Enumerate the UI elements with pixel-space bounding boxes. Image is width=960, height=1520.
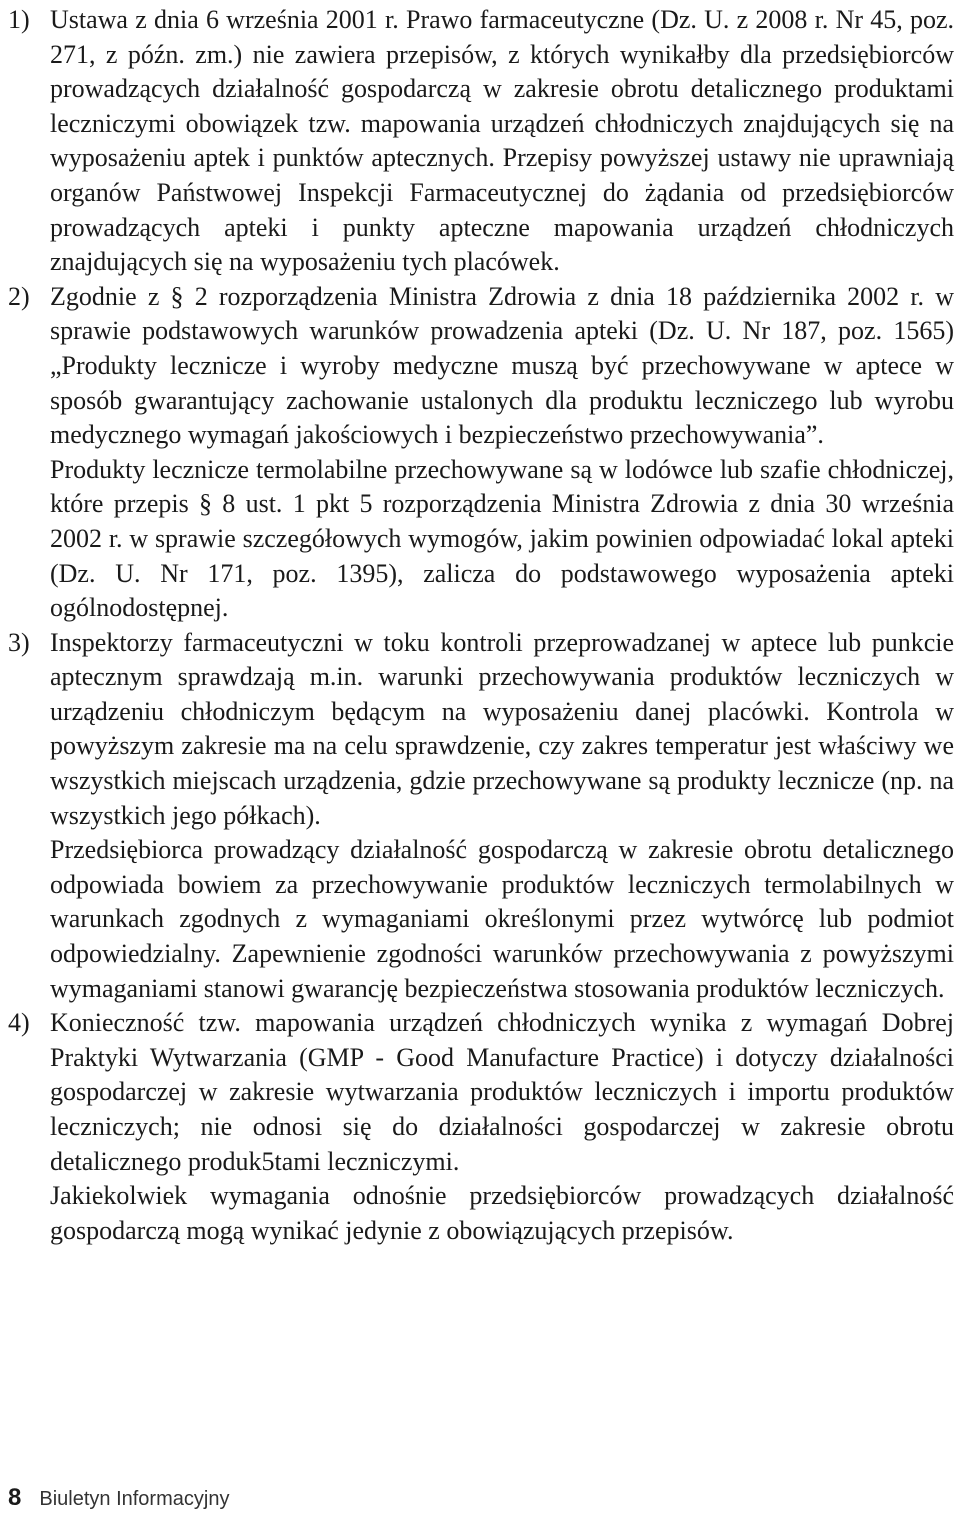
item-paragraph: Produkty lecznicze termolabilne przechowywane są w lodówce lub szafie chłodniczej, które przepis § 8 ust. 1 pkt 5 rozporządzenia Ministra Zdrowia z dnia 30 września 2002 r. w sprawie szczegółowych wymogów, jakim powinien odpowiadać lokal apteki (Dz. U. Nr 171, poz. 1395), zalicza do podstawowego wyposażenia apteki ogólnodostępnej. [50, 454, 954, 623]
page-footer [8, 1484, 229, 1512]
item-paragraph: Ustawa z dnia 6 września 2001 r. Prawo farmaceutyczne (Dz. U. z 2008 r. Nr 45, poz. 271, z późn. zm.) nie zawiera przepisów, z których wynikałby dla przedsiębiorców prowadzących działalność gospodarczą w zakresie obrotu detalicznego produktami leczniczymi obowiązek tzw. mapowania urządzeń chłodniczych znajdujących się na wyposażeniu aptek i punktów aptecznych. Przepisy powyższej ustawy nie uprawniają organów Państwowej Inspekcji Farmaceutycznej do żądania od przedsiębiorców prowadzących apteki i punkty apteczne mapowania urządzeń chłodniczych znajdujących się na wyposażeniu tych placówek. [50, 5, 954, 277]
item-number: 1) [8, 5, 30, 34]
list-item-3 [8, 626, 954, 1007]
item-paragraph: Inspektorzy farmaceutyczni w toku kontroli przeprowadzanej w aptece lub punkcie aptecznym sprawdzają m.in. warunki przechowywania produktów leczniczych w urządzeniu chłodniczym będącym na wyposażeniu danej placówki. Kontrola w powyższym zakresie ma na celu sprawdzenie, czy zakres temperatur jest właściwy we wszystkich miejscach urządzenia, gdzie przechowywane są produkty lecznicze (np. na wszystkich jego półkach). [50, 627, 954, 830]
list-item-1 [8, 3, 954, 280]
list-item-4 [8, 1006, 954, 1248]
numbered-list [8, 3, 954, 1248]
item-paragraph: Zgodnie z § 2 rozporządzenia Ministra Zdrowia z dnia 18 października 2002 r. w sprawie podstawowych warunków prowadzenia apteki (Dz. U. Nr 187, poz. 1565) „Produkty lecznicze i wyroby medyczne muszą być przechowywane w aptece w sposób gwarantujący zachowanie ustalonych dla produktu leczniczego lub wyrobu medycznego wymagań jakościowych i bezpieczeństwo przechowywania”. [50, 281, 954, 450]
publication-name: Biuletyn Informacyjny [39, 1488, 230, 1510]
item-paragraph: Przedsiębiorca prowadzący działalność gospodarczą w zakresie obrotu detalicznego odpowiada bowiem za przechowywanie produktów leczniczych termolabilnych w warunkach zgodnych z wymaganiami określonymi przez wytwórcę lub podmiot odpowiedzialny. Zapewnienie zgodności warunków przechowywania z powyższymi wymaganiami stanowi gwarancję bezpieczeństwa stosowania produktów leczniczych. [50, 835, 954, 1003]
list-item-2 [8, 280, 954, 626]
item-paragraph: Jakiekolwiek wymagania odnośnie przedsiębiorców prowadzących działalność gospodarczą mogą wynikać jedynie z obowiązujących przepisów. [50, 1181, 954, 1245]
item-number: 2) [8, 281, 30, 311]
item-number: 3) [8, 627, 30, 657]
page-number: 8 [8, 1484, 22, 1511]
item-paragraph: Konieczność tzw. mapowania urządzeń chłodniczych wynika z wymagań Dobrej Praktyki Wytwarzania (GMP - Good Manufacture Practice) i dotyczy działalności gospodarczej w zakresie wytwarzania produktów leczniczych i importu produktów leczniczych; nie odnosi się do działalności gospodarczej w zakresie obrotu detalicznego produk5tami leczniczymi. [50, 1008, 954, 1176]
item-number: 4) [8, 1008, 30, 1038]
